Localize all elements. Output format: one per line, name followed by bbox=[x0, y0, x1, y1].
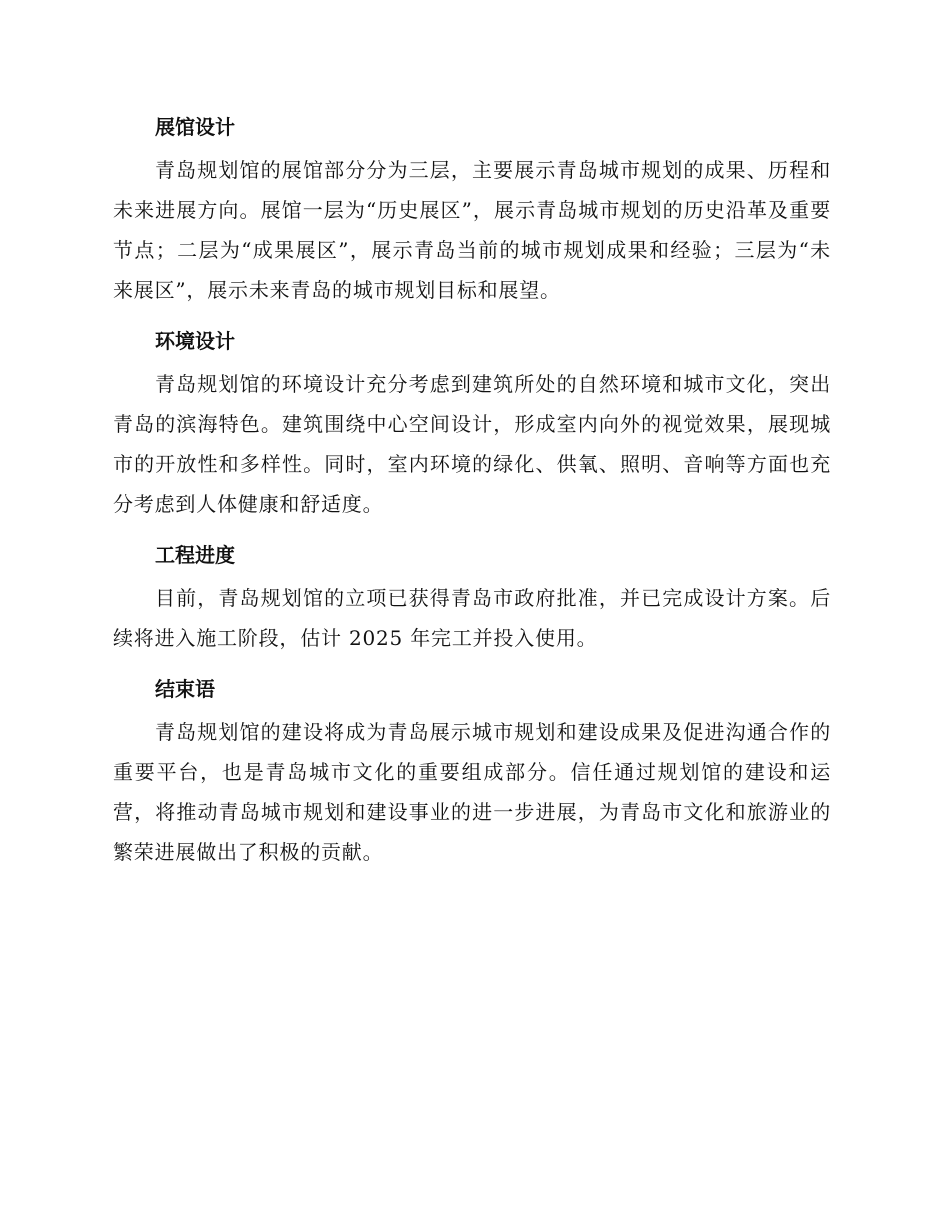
section-paragraph: 青岛规划馆的建设将成为青岛展示城市规划和建设成果及促进沟通合作的重要平台，也是青岛城市文化的重要组成部分。信任通过规划馆的建设和运营，将推动青岛城市规划和建设事业的进一步进展，为青岛市文化和旅游业的繁荣进展做出了积极的贡献。 bbox=[113, 720, 831, 864]
section-paragraph: 目前，青岛规划馆的立项已获得青岛市政府批准，并已完成设计方案。后续将进入施工阶段，估计 2025 年完工并投入使用。 bbox=[113, 586, 831, 650]
section-heading: 结束语 bbox=[155, 677, 215, 701]
section-paragraph: 青岛规划馆的展馆部分分为三层，主要展示青岛城市规划的成果、历程和未来进展方向。展馆一层为“历史展区”，展示青岛城市规划的历史沿革及重要节点；二层为“成果展区”，展示青岛当前的城市规划成果和经验；三层为“未来展区”，展示未来青岛的城市规划目标和展望。 bbox=[113, 158, 831, 302]
section-paragraph: 青岛规划馆的环境设计充分考虑到建筑所处的自然环境和城市文化，突出青岛的滨海特色。建筑围绕中心空间设计，形成室内向外的视觉效果，展现城市的开放性和多样性。同时，室内环境的绿化、供氧、照明、音响等方面也充分考虑到人体健康和舒适度。 bbox=[113, 372, 831, 516]
section-conclusion bbox=[113, 670, 831, 872]
section-environment-design bbox=[113, 322, 831, 524]
section-exhibition-design bbox=[113, 108, 831, 310]
section-project-progress bbox=[113, 536, 831, 658]
section-heading: 工程进度 bbox=[155, 543, 235, 567]
section-heading: 环境设计 bbox=[155, 329, 235, 353]
document-content bbox=[113, 108, 831, 884]
section-heading: 展馆设计 bbox=[155, 115, 235, 139]
